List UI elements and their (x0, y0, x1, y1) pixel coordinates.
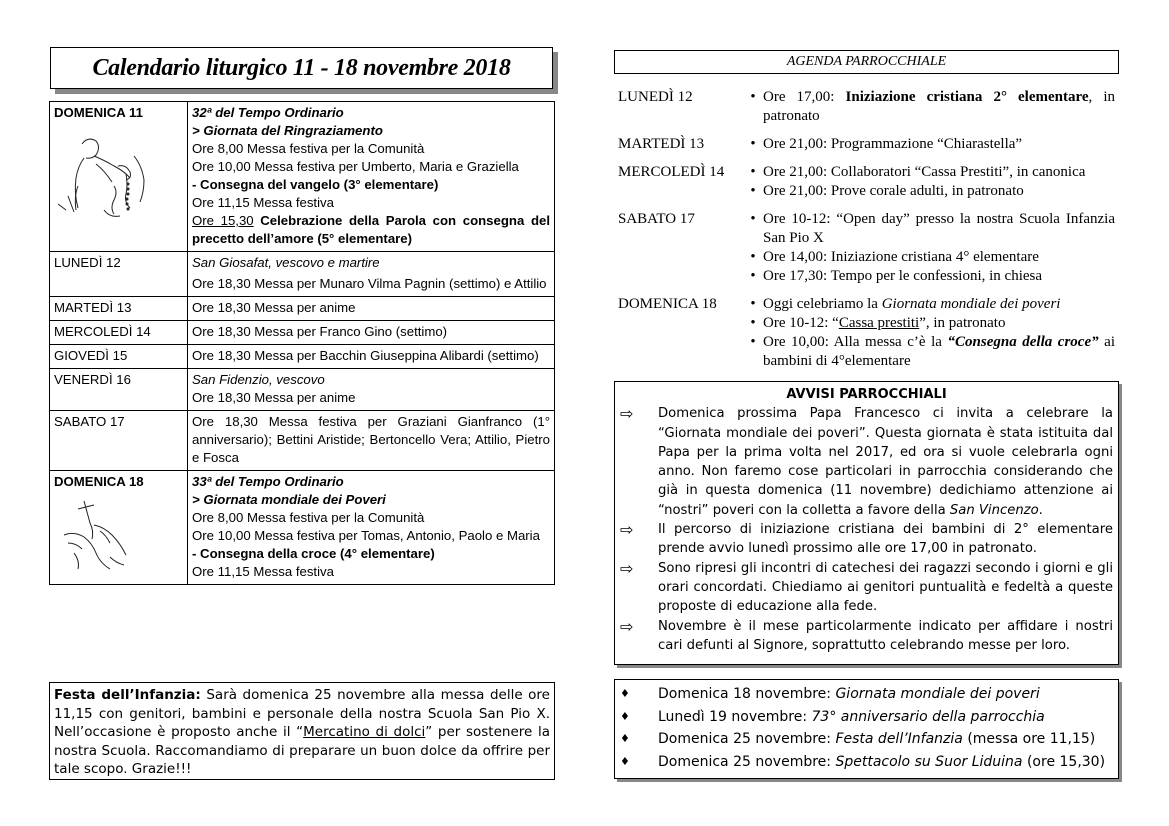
bullet-icon: • (750, 334, 756, 350)
sunday-title: 32ª del Tempo Ordinario (192, 105, 344, 120)
event-line: - Consegna del vangelo (3° elementare) (192, 177, 439, 192)
table-row (50, 321, 555, 345)
table-row (50, 369, 555, 411)
agenda-item: • Ore 14,00: Iniziazione cristiana 4° elementare (743, 248, 1115, 267)
bullet-icon: • (750, 249, 756, 265)
bullet-icon: • (750, 211, 756, 227)
content-cell: Ore 18,30 Messa festiva per Graziani Gianfranco (1° anniversario); Bettini Aristide; Bertoncello Vera; Attilio, Pietro e Fosca (188, 411, 555, 471)
agenda-heading: AGENDA PARROCCHIALE (614, 50, 1119, 74)
arrow-right-icon: ⇨ (620, 616, 634, 636)
sunday-title: 33ª del Tempo Ordinario (192, 474, 344, 489)
table-row (50, 102, 555, 252)
agenda-item: • Oggi celebriamo la Giornata mondiale dei poveri (743, 295, 1115, 314)
agenda-day: MARTEDÌ 13 (618, 136, 705, 152)
festa-label: Festa dell’Infanzia: (54, 687, 201, 703)
table-row (50, 297, 555, 321)
avviso-item: ⇨ Novembre è il mese particolarmente indicato per affidare i nostri cari defunti al Signore, soprattutto celebrando messe per loro. (620, 617, 1113, 656)
mass-line: Ore 8,00 Messa festiva per la Comunità (192, 510, 425, 525)
arrow-right-icon: ⇨ (620, 404, 634, 424)
day-cell: LUNEDÌ 12 (50, 252, 188, 297)
agenda-list (614, 88, 1119, 380)
bullet-icon: • (750, 136, 756, 152)
mass-line: Ore 11,15 Messa festiva (192, 195, 334, 210)
mercatino-link[interactable]: Mercatino di dolci (303, 724, 426, 741)
agenda-row (614, 88, 1119, 126)
avvisi-box (614, 381, 1119, 665)
diamond-bullet-icon: ♦ (620, 709, 630, 723)
avviso-item: ⇨ Domenica prossima Papa Francesco ci invita a celebrare la “Giornata mondiale dei poveri”. Questa giornata è stata istituita dal Papa per la prima volta nel 2017, ed ora si vuole celebrarla ogni anno. Non faremo cose particolari in parrocchia considerando che già in questa domenica (11 novembre) dedichiamo attenzione ai “nostri” poveri con la colletta a favore della San Vincenzo. (620, 404, 1113, 520)
table-row (50, 345, 555, 369)
diamond-bullet-icon: ♦ (620, 754, 630, 768)
arrow-right-icon: ⇨ (620, 558, 634, 578)
content-cell (188, 471, 555, 585)
bullet-icon: • (750, 296, 756, 312)
day-label: DOMENICA 18 (54, 474, 144, 489)
agenda-item: • Ore 21,00: Prove corale adulti, in patronato (743, 182, 1115, 201)
cross-hands-illustration (54, 495, 134, 575)
bullet-icon: • (750, 183, 756, 199)
agenda-row (614, 295, 1119, 371)
agenda-day: LUNEDÌ 12 (618, 89, 693, 105)
bullet-icon: • (750, 268, 756, 284)
event-time: Ore 15,30 (192, 213, 254, 228)
diamond-bullet-icon: ♦ (620, 687, 630, 700)
date-item: ♦ Domenica 25 novembre: Spettacolo su Suor Liduina (ore 15,30) (620, 751, 1113, 774)
day-cell: SABATO 17 (50, 411, 188, 471)
content-cell: Ore 18,30 Messa per anime (188, 297, 555, 321)
diamond-bullet-icon: ♦ (620, 732, 630, 745)
table-row (50, 252, 555, 297)
saint-line: San Fidenzio, vescovo (192, 372, 325, 387)
table-row (50, 411, 555, 471)
day-label: DOMENICA 11 (54, 105, 143, 120)
agenda-day: DOMENICA 18 (618, 296, 717, 312)
agenda-item: • Ore 21,00: Collaboratori “Cassa Prestiti”, in canonica (743, 163, 1115, 182)
festa-text: Sarà domenica 25 novembre alla messa delle ore 11,15 con genitori, bambini e personale della nostra Scuola San Pio X. Nell’occasione è proposto anche il “ (54, 687, 550, 741)
content-cell: Ore 18,30 Messa per Bacchin Giuseppina Alibardi (settimo) (188, 345, 555, 369)
agenda-day: SABATO 17 (618, 211, 695, 227)
agenda-item: • Ore 10-12: “Open day” presso la nostra Scuola Infanzia San Pio X (743, 210, 1115, 248)
day-cell: GIOVEDÌ 15 (50, 345, 188, 369)
agenda-item: • Ore 10-12: “Cassa prestiti”, in patronato (743, 314, 1115, 333)
mass-line: Ore 18,30 Messa per anime (192, 390, 356, 405)
festa-text: ” per sostenere la nostra Scuola. Raccomandiamo di preparare un buon dolce da offrire per tale scopo. Grazie!!! (54, 724, 550, 778)
event-line (192, 212, 550, 248)
date-item: ♦ Domenica 18 novembre: Giornata mondiale dei poveri (620, 683, 1113, 706)
day-cell: MARTEDÌ 13 (50, 297, 188, 321)
date-item: ♦ Domenica 25 novembre: Festa dell’Infanzia (messa ore 11,15) (620, 728, 1113, 751)
bullet-icon: • (750, 164, 756, 180)
agenda-day: MERCOLEDÌ 14 (618, 164, 725, 180)
avviso-item: ⇨ Sono ripresi gli incontri di catechesi dei ragazzi secondo i giorni e gli orari concordati. Chiediamo ai genitori puntualità e fedeltà a queste proposte di educazione alla fede. (620, 559, 1113, 617)
event-text: Celebrazione della Parola con consegna del precetto dell’amore (5° elementare) (192, 213, 550, 246)
bulletin-title-box (50, 47, 553, 89)
prayer-illustration (54, 126, 154, 226)
agenda-item: • Ore 21,00: Programmazione “Chiarastella” (743, 135, 1115, 154)
agenda-row (614, 210, 1119, 286)
table-row (50, 471, 555, 585)
content-cell (188, 102, 555, 252)
content-cell (188, 369, 555, 411)
bullet-icon: • (750, 89, 756, 105)
mass-line: Ore 8,00 Messa festiva per la Comunità (192, 141, 425, 156)
agenda-item: • Ore 17,00: Iniziazione cristiana 2° elementare, in patronato (743, 88, 1115, 126)
agenda-row (614, 163, 1119, 201)
agenda-item: • Ore 17,30: Tempo per le confessioni, in chiesa (743, 267, 1115, 286)
saint-line: San Giosafat, vescovo e martire (192, 255, 380, 270)
content-cell (188, 252, 555, 297)
agenda-item: • Ore 10,00: Alla messa c’è la “Consegna della croce” ai bambini di 4°elementare (743, 333, 1115, 371)
bulletin-title: Calendario liturgico 11 - 18 novembre 2018 (92, 54, 511, 81)
key-dates-box (614, 679, 1119, 779)
agenda-row (614, 135, 1119, 154)
mass-line: Ore 11,15 Messa festiva (192, 564, 334, 579)
day-cell: MERCOLEDÌ 14 (50, 321, 188, 345)
avviso-item: ⇨ Il percorso di iniziazione cristiana dei bambini di 2° elementare prende avvio lunedì prossimo alle ore 17,00 in patronato. (620, 520, 1113, 559)
day-cell (50, 102, 188, 252)
arrow-right-icon: ⇨ (620, 520, 634, 540)
day-cell: VENERDÌ 16 (50, 369, 188, 411)
day-cell (50, 471, 188, 585)
festa-infanzia-box (49, 682, 555, 780)
date-item: ♦ Lunedì 19 novembre: 73° anniversario della parrocchia (620, 706, 1113, 729)
avvisi-title: AVVISI PARROCCHIALI (786, 387, 947, 402)
event-line: - Consegna della croce (4° elementare) (192, 546, 435, 561)
mass-line: Ore 10,00 Messa festiva per Tomas, Antonio, Paolo e Maria (192, 528, 540, 543)
mass-line: Ore 18,30 Messa per Munaro Vilma Pagnin (settimo) e Attilio (192, 276, 547, 291)
mass-line: Ore 10,00 Messa festiva per Umberto, Maria e Graziella (192, 159, 519, 174)
sunday-subtitle: > Giornata del Ringraziamento (192, 123, 383, 138)
liturgical-calendar-table (49, 101, 555, 585)
content-cell: Ore 18,30 Messa per Franco Gino (settimo) (188, 321, 555, 345)
sunday-subtitle: > Giornata mondiale dei Poveri (192, 492, 386, 507)
bullet-icon: • (750, 315, 756, 331)
